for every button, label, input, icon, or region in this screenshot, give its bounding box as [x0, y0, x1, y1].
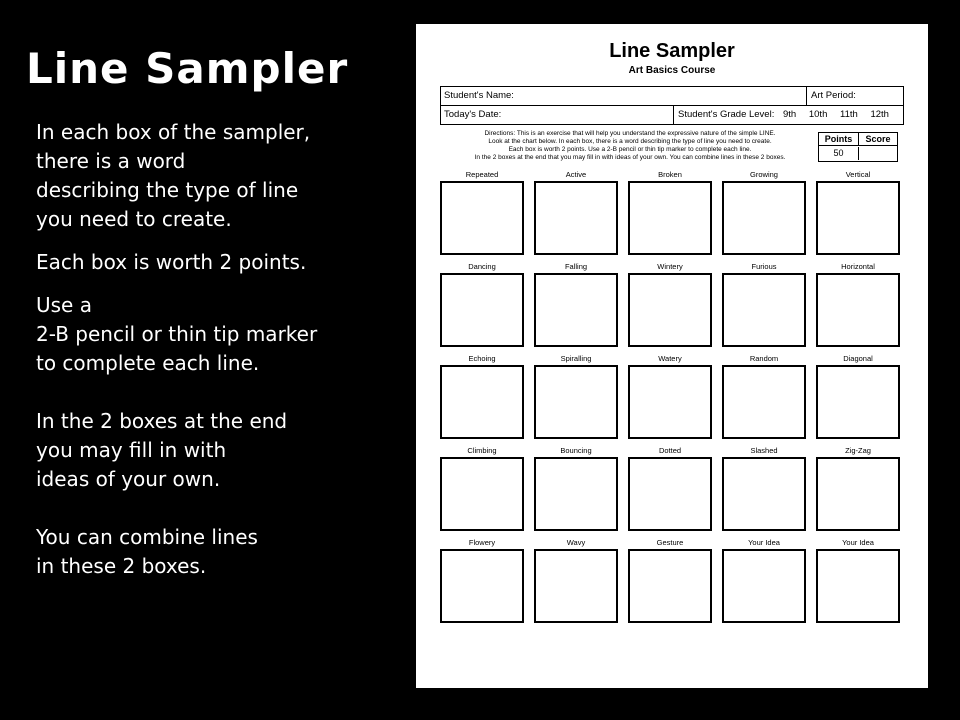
sampler-cell [626, 262, 714, 347]
drawing-box [440, 549, 524, 623]
line-type-label: Bouncing [560, 446, 592, 455]
sampler-cell [532, 170, 620, 255]
drawing-box [816, 549, 900, 623]
line-type-label: Growing [750, 170, 778, 179]
grade-level-label: Student's Grade Level: [678, 109, 775, 120]
sampler-cell [438, 170, 526, 255]
student-name-field: Student's Name: [441, 87, 807, 105]
sampler-cell [532, 446, 620, 531]
sampler-cell [720, 538, 808, 623]
directions-line: Look at the chart below. In each box, there is a word describing the type of line you need to create. [488, 138, 772, 145]
directions-line: Directions: This is an exercise that will help you understand the expressive nature of the simple LINE. [484, 130, 776, 137]
drawing-box [628, 181, 712, 255]
drawing-box [722, 549, 806, 623]
drawing-box [628, 273, 712, 347]
line-type-label: Watery [658, 354, 682, 363]
line-type-label: Dotted [658, 446, 682, 455]
sampler-cell [814, 354, 902, 439]
slide-title: Line Sampler [26, 44, 349, 93]
line-type-label: Spiralling [560, 354, 592, 363]
drawing-box [534, 273, 618, 347]
line-type-label: Your Idea [748, 538, 780, 547]
drawing-box [722, 181, 806, 255]
line-type-label: Wavy [566, 538, 586, 547]
line-type-label: Falling [564, 262, 588, 271]
drawing-box [628, 457, 712, 531]
instruction-paragraph: In each box of the sampler, there is a word describing the type of line you need to create. [36, 120, 311, 231]
line-type-label: Your Idea [842, 538, 874, 547]
directions-line: Each box is worth 2 points. Use a 2-B pencil or thin tip marker to complete each line. [508, 146, 752, 153]
drawing-box [534, 549, 618, 623]
drawing-box [816, 457, 900, 531]
instruction-paragraph: Use a 2-B pencil or thin tip marker to complete each line. [36, 293, 318, 375]
drawing-box [816, 273, 900, 347]
drawing-box [534, 365, 618, 439]
sampler-cell [438, 446, 526, 531]
line-type-label: Repeated [465, 170, 499, 179]
grade-option: 12th [870, 109, 889, 120]
sampler-cell [438, 354, 526, 439]
sampler-cell [814, 170, 902, 255]
line-type-label: Flowery [468, 538, 496, 547]
sampler-cell [720, 446, 808, 531]
drawing-box [816, 365, 900, 439]
sampler-cell [532, 354, 620, 439]
student-info-table [440, 86, 904, 125]
sampler-cell [438, 538, 526, 623]
worksheet-image [416, 24, 928, 688]
sampler-cell [814, 262, 902, 347]
drawing-box [440, 457, 524, 531]
line-type-label: Active [565, 170, 587, 179]
points-header: Points [819, 133, 859, 146]
sampler-cell [626, 170, 714, 255]
drawing-box [722, 365, 806, 439]
grade-option: 11th [840, 109, 858, 120]
score-table [818, 132, 898, 162]
line-type-label: Zig-Zag [845, 446, 871, 455]
points-value: 50 [819, 147, 859, 160]
sampler-cell [720, 170, 808, 255]
grade-option: 10th [808, 109, 828, 120]
sampler-cell [720, 354, 808, 439]
worksheet-directions [450, 130, 810, 162]
sampler-cell [626, 354, 714, 439]
line-type-label: Furious [751, 262, 777, 271]
line-type-label: Diagonal [843, 354, 873, 363]
instruction-paragraph: Each box is worth 2 points. [36, 250, 307, 274]
worksheet-title: Line Sampler [609, 40, 735, 62]
sampler-cell [532, 262, 620, 347]
sampler-cell [626, 538, 714, 623]
drawing-box [722, 457, 806, 531]
line-type-label: Dancing [468, 262, 496, 271]
sampler-cell [438, 262, 526, 347]
sampler-cell [814, 446, 902, 531]
grade-option: 9th [783, 109, 797, 120]
sampler-cell [720, 262, 808, 347]
line-type-label: Climbing [467, 446, 497, 455]
line-type-label: Echoing [468, 354, 496, 363]
instruction-paragraph: You can combine lines in these 2 boxes. [36, 525, 258, 578]
line-type-label: Random [749, 354, 779, 363]
drawing-box [440, 365, 524, 439]
worksheet-subtitle: Art Basics Course [628, 65, 716, 76]
drawing-box [816, 181, 900, 255]
line-type-label: Gesture [656, 538, 684, 547]
instruction-paragraph: In the 2 boxes at the end you may fill in with ideas of your own. [36, 409, 288, 491]
line-type-label: Slashed [750, 446, 778, 455]
drawing-box [628, 549, 712, 623]
line-type-label: Horizontal [841, 262, 875, 271]
todays-date-field: Today's Date: [441, 106, 674, 124]
sampler-cell [626, 446, 714, 531]
instructions-text [36, 118, 401, 581]
score-value [859, 147, 897, 160]
grade-level-field [675, 106, 903, 124]
art-period-field: Art Period: [811, 90, 856, 101]
score-header: Score [859, 133, 897, 146]
sampler-cell [532, 538, 620, 623]
directions-line: In the 2 boxes at the end that you may fill in with ideas of your own. You can combine lines in these 2 boxes. [474, 154, 786, 161]
line-type-label: Wintery [657, 262, 683, 271]
drawing-box [534, 457, 618, 531]
drawing-box [534, 181, 618, 255]
line-type-label: Vertical [845, 170, 871, 179]
drawing-box [722, 273, 806, 347]
drawing-box [440, 181, 524, 255]
sampler-cell [814, 538, 902, 623]
line-type-label: Broken [658, 170, 682, 179]
drawing-box [440, 273, 524, 347]
drawing-box [628, 365, 712, 439]
